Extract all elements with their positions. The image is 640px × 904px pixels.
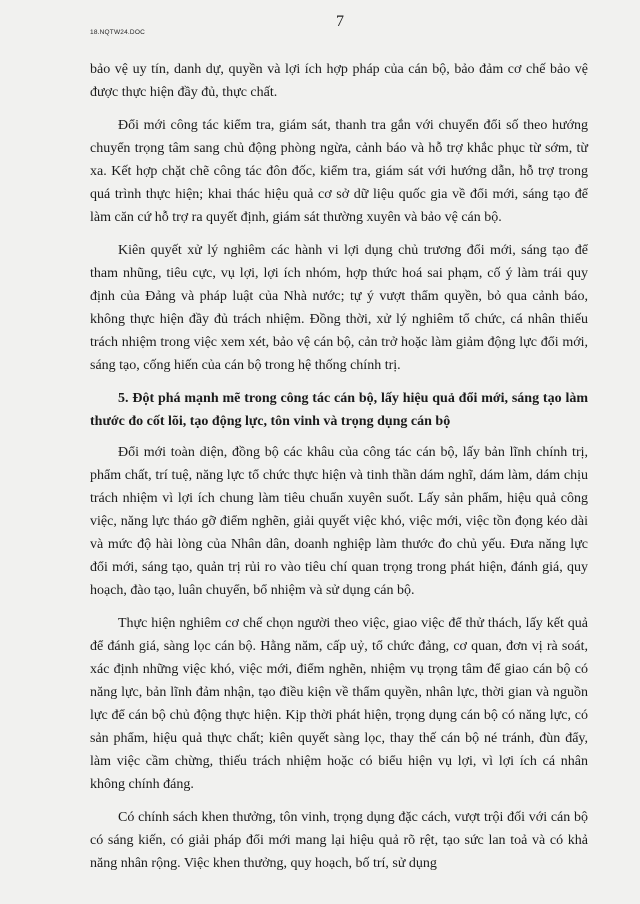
paragraph-task-assignment: Thực hiện nghiêm cơ chế chọn người theo việc, giao việc để thử thách, lấy kết quả để đánh giá, sàng lọc cán bộ. Hằng năm, cấp uỷ, tổ chức đảng, cơ quan, đơn vị rà soát, xác định những việc khó, việc mới, điểm nghẽn, nhiệm vụ trọng tâm để giao cán bộ có năng lực, bản lĩnh đảm nhận, tạo điều kiện về thẩm quyền, nhân lực, thời gian và nguồn lực để cán bộ chủ động thực hiện. Kịp thời phát hiện, trọng dụng cán bộ có năng lực, có sản phẩm, hiệu quả thực chất; kiên quyết sàng lọc, thay thế cán bộ né tránh, đùn đẩy, làm việc cầm chừng, thiếu trách nhiệm hoặc có biểu hiện vụ lợi, vì lợi ích cá nhân không chính đáng. [90, 616, 588, 792]
document-body [90, 58, 588, 875]
page-header [90, 0, 588, 58]
paragraph-cadre-reform: Đổi mới toàn diện, đồng bộ các khâu của công tác cán bộ, lấy bản lĩnh chính trị, phẩm chất, trí tuệ, năng lực tổ chức thực hiện và tinh thần dám nghĩ, dám làm, dám chịu trách nhiệm vì lợi ích chung làm tiêu chuẩn xuyên suốt. Lấy sản phẩm, hiệu quả công việc, năng lực tháo gỡ điểm nghẽn, giải quyết việc khó, việc mới, việc tồn đọng kéo dài và mức độ hài lòng của Nhân dân, doanh nghiệp làm thước đo chủ yếu. Đưa năng lực đổi mới, sáng tạo, quản trị rủi ro vào tiêu chí quan trọng trong phát hiện, đánh giá, quy hoạch, đào tạo, luân chuyển, bổ nhiệm và sử dụng cán bộ. [90, 445, 588, 598]
document-code: 18.NQTW24.DOC [90, 29, 145, 36]
paragraph-handling-violations: Kiên quyết xử lý nghiêm các hành vi lợi dụng chủ trương đổi mới, sáng tạo để tham nhũng, tiêu cực, vụ lợi, lợi ích nhóm, hợp thức hoá sai phạm, cố ý làm trái quy định của Đảng và pháp luật của Nhà nước; tự ý vượt thẩm quyền, bỏ qua cảnh báo, không thực hiện đầy đủ trách nhiệm. Đồng thời, xử lý nghiêm tổ chức, cá nhân thiếu trách nhiệm trong việc xem xét, bảo vệ cán bộ, cản trở hoặc làm giảm động lực đổi mới, sáng tạo, cống hiến của cán bộ trong hệ thống chính trị. [90, 243, 588, 373]
paragraph-inspection: Đổi mới công tác kiểm tra, giám sát, thanh tra gắn với chuyển đổi số theo hướng chuyển trọng tâm sang chủ động phòng ngừa, cảnh báo và hỗ trợ khắc phục từ sớm, từ xa. Kết hợp chặt chẽ công tác đôn đốc, kiểm tra, giám sát với hướng dẫn, hỗ trợ trong quá trình thực hiện; khai thác hiệu quả cơ sở dữ liệu quốc gia về đổi mới, sáng tạo để làm căn cứ hỗ trợ ra quyết định, giám sát thường xuyên và bảo vệ cán bộ. [90, 118, 588, 225]
page-number: 7 [336, 13, 344, 30]
paragraph-continuation: bảo vệ uy tín, danh dự, quyền và lợi ích hợp pháp của cán bộ, bảo đảm cơ chế bảo vệ được thực hiện đầy đủ, thực chất. [90, 62, 588, 100]
section-heading-5: 5. Đột phá mạnh mẽ trong công tác cán bộ, lấy hiệu quả đổi mới, sáng tạo làm thước đo cốt lõi, tạo động lực, tôn vinh và trọng dụng cán bộ [90, 391, 588, 429]
paragraph-reward-policy: Có chính sách khen thưởng, tôn vinh, trọng dụng đặc cách, vượt trội đối với cán bộ có sáng kiến, có giải pháp đổi mới mang lại hiệu quả rõ rệt, tạo sức lan toả và có khả năng nhân rộng. Việc khen thưởng, quy hoạch, bố trí, sử dụng [90, 810, 588, 871]
